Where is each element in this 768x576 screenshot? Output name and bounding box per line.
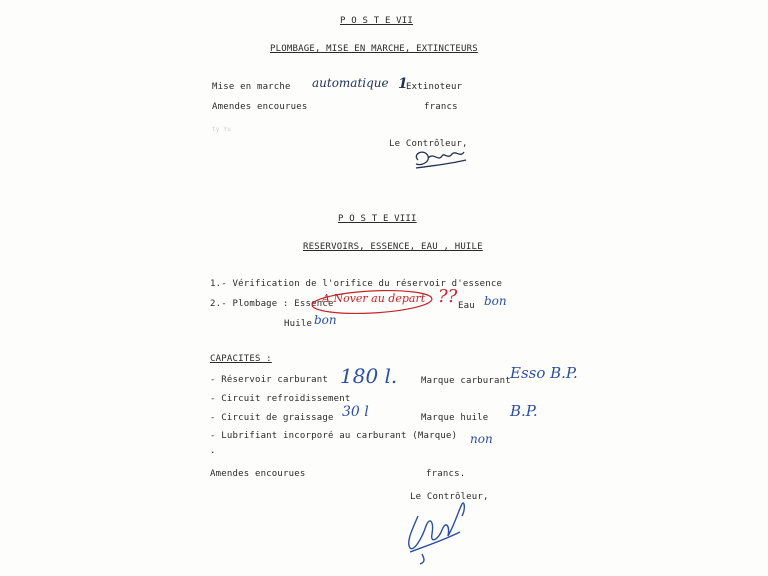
- amendes-label-viii: Amendes encourues: [210, 469, 306, 479]
- item-2-plombage: 2.- Plombage : Essence: [210, 299, 334, 309]
- circuit-refroidissement-label: - Circuit refroidissement: [210, 394, 351, 404]
- faint-mark: ty Yu: [212, 126, 232, 133]
- huile-handwritten-value: bon: [314, 313, 337, 327]
- circuit-graissage-label: - Circuit de graissage: [210, 413, 334, 423]
- extincteur-label: Extinoteur: [406, 82, 463, 92]
- marque-carburant-value: Esso B.P.: [510, 364, 578, 382]
- lubrifiant-value: non: [470, 432, 493, 446]
- francs-label-viii: francs.: [426, 469, 466, 479]
- item-1-verification: 1.- Vérification de l'orifice du réservoir d'essence: [210, 279, 503, 289]
- reservoir-carburant-value: 180 l.: [340, 364, 398, 388]
- poste-vii-title: P O S T E VII: [340, 16, 414, 26]
- marque-huile-label: Marque huile: [421, 413, 489, 423]
- mise-en-marche-handwritten-value: automatique: [312, 76, 389, 90]
- signature-vii: [410, 146, 470, 172]
- red-question-marks: ??: [438, 286, 458, 307]
- extincteur-count-handwritten: 1: [398, 76, 408, 92]
- circuit-graissage-value: 30 l: [342, 404, 369, 420]
- stray-dot: .: [210, 446, 216, 456]
- amendes-label-vii: Amendes encourues: [212, 102, 308, 112]
- controleur-label-vii: Le Contrôleur,: [389, 139, 468, 149]
- eau-label: Eau: [458, 301, 475, 311]
- marque-huile-value: B.P.: [510, 402, 538, 420]
- mise-en-marche-label: Mise en marche: [212, 82, 291, 92]
- poste-vii-subtitle: PLOMBAGE, MISE EN MARCHE, EXTINCTEURS: [270, 44, 478, 54]
- lubrifiant-label: - Lubrifiant incorporé au carburant (Marque): [210, 431, 458, 441]
- reservoir-carburant-label: - Réservoir carburant: [210, 375, 328, 385]
- poste-viii-subtitle: RESERVOIRS, ESSENCE, EAU , HUILE: [303, 242, 483, 252]
- marque-carburant-label: Marque carburant: [421, 376, 511, 386]
- poste-viii-title: P O S T E VIII: [338, 214, 417, 224]
- capacites-heading: CAPACITES :: [210, 354, 272, 364]
- francs-label-vii: francs: [424, 102, 458, 112]
- eau-handwritten-value: bon: [484, 294, 507, 308]
- huile-label: Huile: [284, 319, 313, 329]
- signature-viii: [400, 482, 480, 564]
- controleur-label-viii: Le Contrôleur,: [410, 492, 489, 502]
- essence-red-note: A Nover au depart: [322, 292, 426, 305]
